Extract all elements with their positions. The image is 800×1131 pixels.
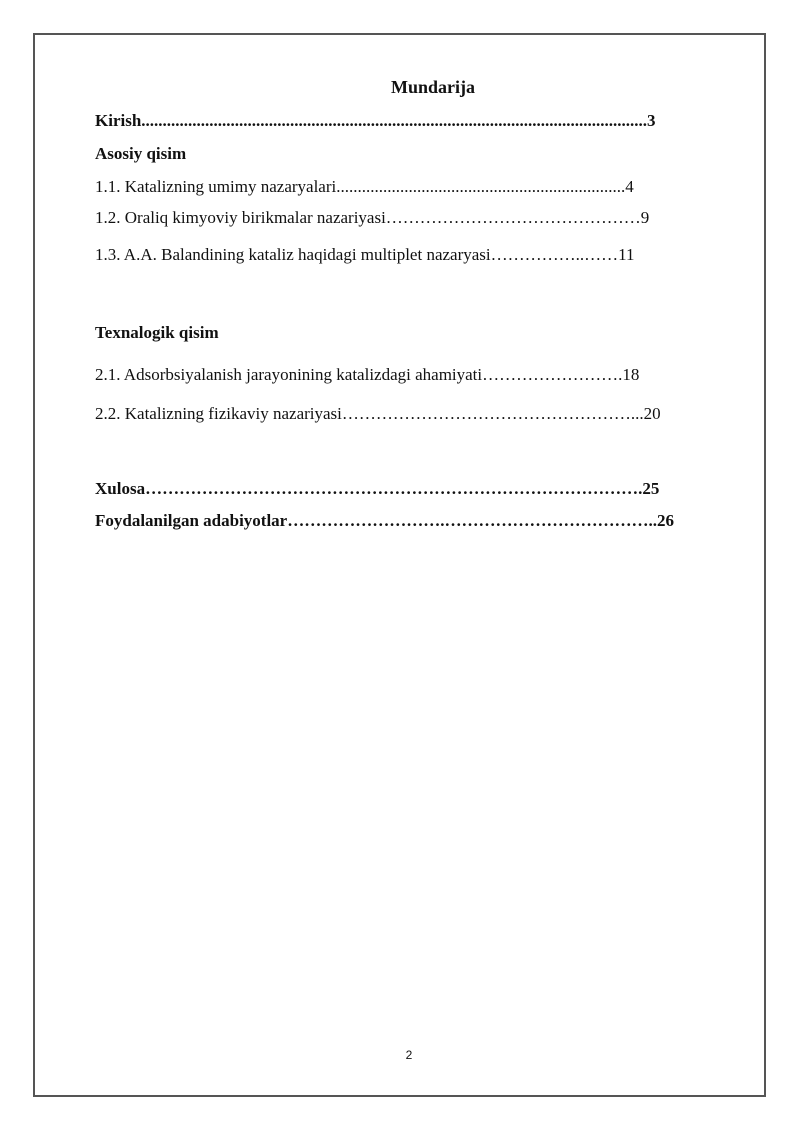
toc-section-texnalogik-qisim: Texnalogik qisim: [95, 323, 219, 342]
toc-entry-2-1: 2.1. Adsorbsiyalanish jarayonining katalizdagi ahamiyati…………………….18: [95, 365, 640, 384]
toc-entry-1-2: 1.2. Oraliq kimyoviy birikmalar nazariyasi………………………………………9: [95, 208, 650, 227]
toc-entry-kirish: Kirish.......................................................................................................................3: [95, 111, 656, 130]
toc-entry-2-2: 2.2. Katalizning fizikaviy nazariyasi……………………………………………...20: [95, 404, 661, 423]
toc-entry-1-3: 1.3. A.A. Balandining kataliz haqidagi multiplet nazaryasi……………..……11: [95, 245, 635, 264]
page-number: 2: [405, 1048, 413, 1062]
toc-section-asosiy-qisim: Asosiy qisim: [95, 144, 187, 163]
toc-entry-1-1: 1.1. Katalizning umimy nazaryalari....................................................................4: [95, 177, 634, 196]
toc-title: Mundarija: [390, 77, 475, 97]
toc-entry-adabiyotlar: Foydalanilgan adabiyotlar……………………….………………………………..26: [95, 511, 674, 530]
toc-entry-xulosa: Xulosa…………………………………………………………………………….25: [95, 479, 660, 498]
